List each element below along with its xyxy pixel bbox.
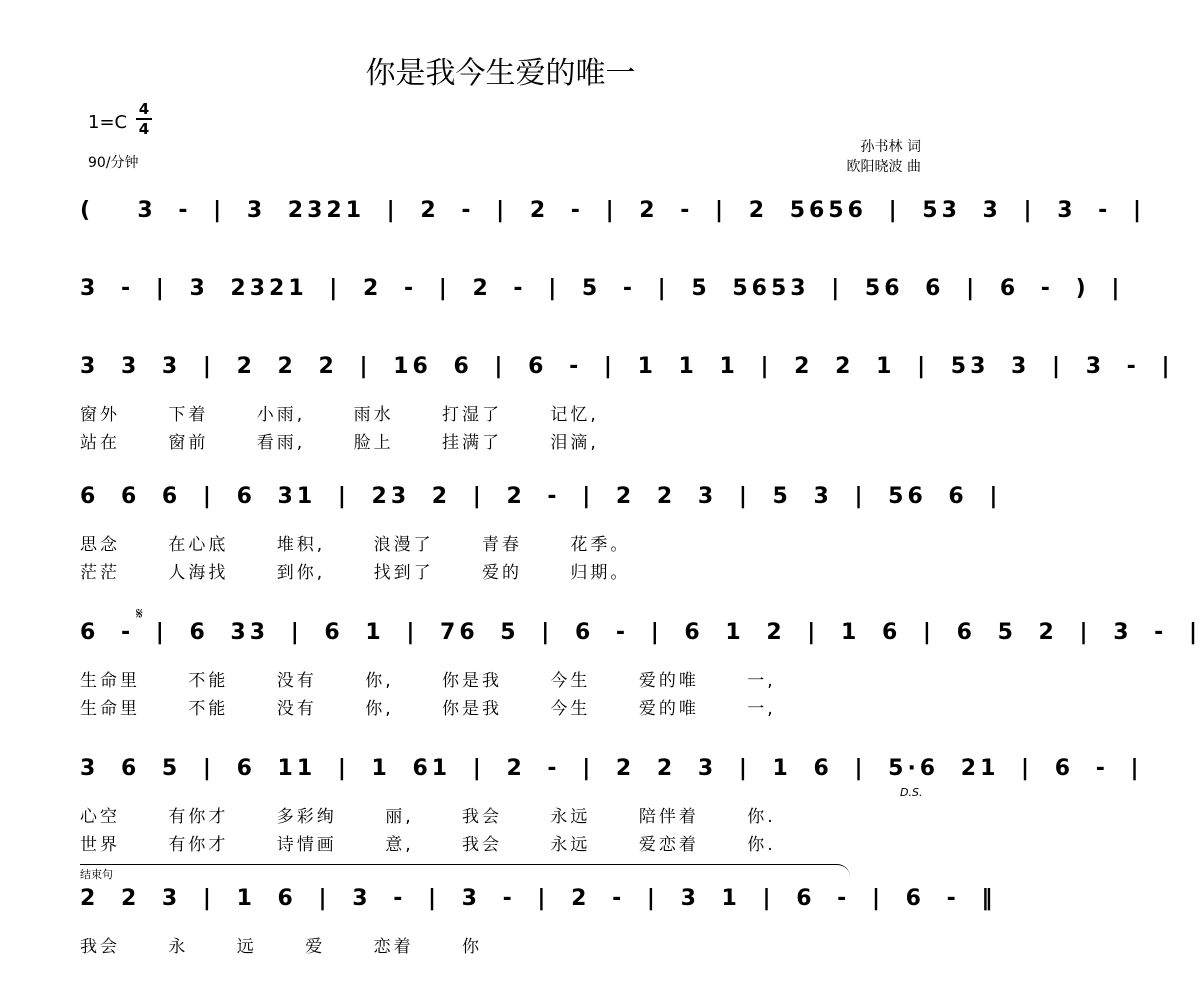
time-sig-top: 4 [138, 100, 150, 118]
lyrics-line-1: 思念 在心底 堆积, 浪漫了 青春 花季。 [80, 535, 631, 555]
lyrics-line-2: 生命里 不能 没有 你, 你是我 今生 爱的唯 一, [80, 699, 776, 719]
notation-row: 3 6 5 | 6 11 | 1 61 | 2 - | 2 2 3 | 1 6 | 5·6 21 | 6 - | [80, 756, 1143, 781]
notation-row: ( 3 - | 3 2321 | 2 - | 2 - | 2 - | 2 5656 | 53 3 | 3 - | [80, 198, 1146, 223]
notation-row: 6 6 6 | 6 31 | 23 2 | 2 - | 2 2 3 | 5 3 | 56 6 | [80, 484, 1002, 509]
lyrics-line-2: 站在 窗前 看雨, 脸上 挂满了 泪滴, [80, 433, 599, 453]
composer: 欧阳晓波 曲 [846, 159, 921, 175]
lyrics-line-2: 茫茫 人海找 到你, 找到了 爱的 归期。 [80, 563, 631, 583]
notation-row: 2 2 3 | 1 6 | 3 - | 3 - | 2 - | 3 1 | 6 - | 6 - ‖ [80, 886, 997, 911]
segno-mark: 𝄋 [136, 604, 143, 623]
key-signature: 1=C [88, 112, 128, 133]
ending-slur [80, 864, 850, 877]
lyrics-line-1: 窗外 下着 小雨, 雨水 打湿了 记忆, [80, 405, 599, 425]
time-sig-bottom: 4 [138, 120, 150, 138]
lyrics-line-1: 生命里 不能 没有 你, 你是我 今生 爱的唯 一, [80, 671, 776, 691]
notation-row: 6 - | 6 33 | 6 1 | 76 5 | 6 - | 6 1 2 | 1 6 | 6 5 2 | 3 - | [80, 620, 1201, 645]
lyrics-line-1: 心空 有你才 多彩绚 丽, 我会 永远 陪伴着 你. [80, 807, 776, 827]
ds-mark: D.S. [900, 786, 923, 799]
tempo: 90/分钟 [88, 155, 139, 171]
notation-row: 3 3 3 | 2 2 2 | 16 6 | 6 - | 1 1 1 | 2 2 1 | 53 3 | 3 - | [80, 354, 1174, 379]
lyricist: 孙书林 词 [860, 139, 921, 155]
lyrics-line-2: 世界 有你才 诗情画 意, 我会 永远 爱恋着 你. [80, 835, 776, 855]
page-title: 你是我今生爱的唯一 [365, 56, 636, 91]
ending-label: 结束句 [80, 868, 113, 881]
time-signature [136, 100, 152, 138]
lyrics-line-1: 我会 永 远 爱 恋着 你 [80, 937, 483, 957]
notation-row: 3 - | 3 2321 | 2 - | 2 - | 5 - | 5 5653 | 56 6 | 6 - ) | [80, 276, 1124, 301]
